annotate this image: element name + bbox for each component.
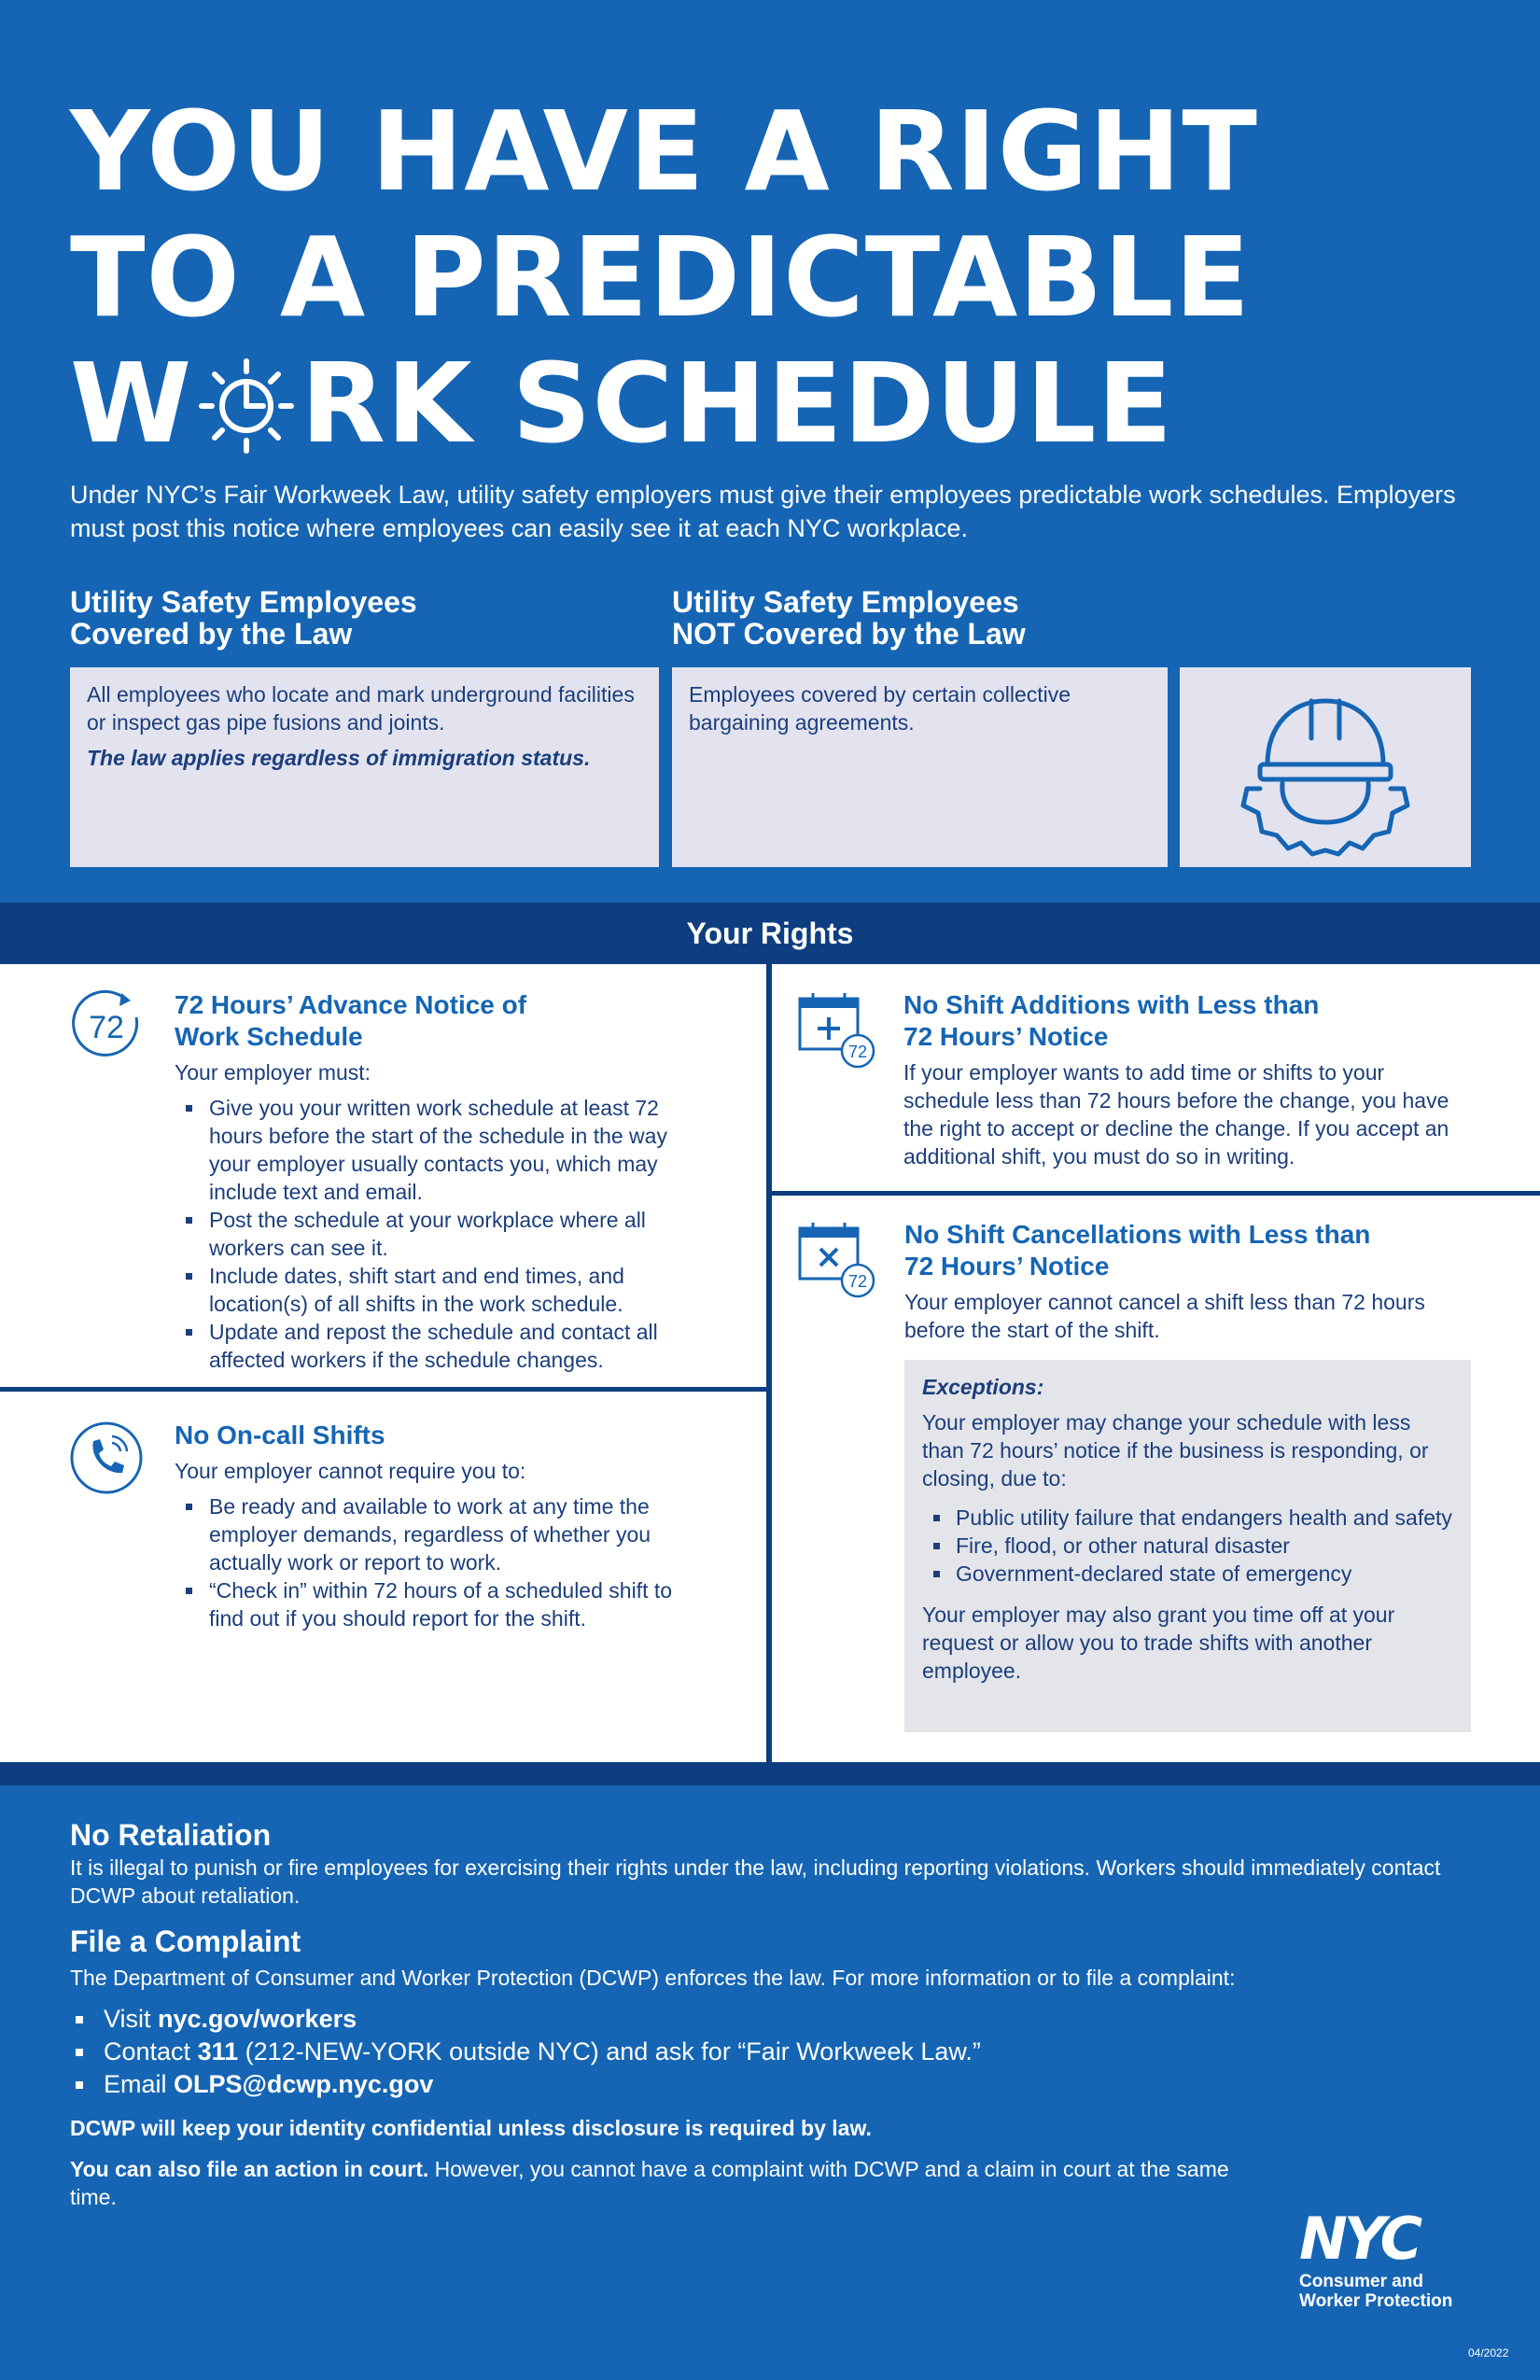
calendar-add-icon [796, 989, 880, 1073]
shift-cancellations-title [904, 1219, 1474, 1282]
nyc-logo-mark: NYC [1299, 2205, 1420, 2273]
shift-additions-section [903, 989, 1473, 1170]
covered-box [70, 667, 659, 867]
your-rights-banner: Your Rights [0, 903, 1540, 964]
72-icon-label: 72 [89, 1010, 124, 1045]
shift-cancellations-text: Your employer cannot cancel a shift less than 72 hours before the start of the shift. [904, 1290, 1425, 1342]
shift-additions-title-1: No Shift Additions with Less than [903, 990, 1320, 1019]
intro-text: Under NYC’s Fair Workweek Law, utility safety employers must give their employees predictable work schedules. Employers must post this notice where employees can easily see it at each NYC workplace. [70, 481, 1456, 542]
hero-line-3-start: W [70, 339, 193, 468]
shift-additions-title [903, 989, 1473, 1053]
not-covered-text: Employees covered by certain collective bargaining agreements. [689, 682, 1071, 735]
list-item: “Check in” within 72 hours of a scheduled shift to find out if you should report for the shift. [175, 1576, 697, 1632]
list-item [70, 2036, 1489, 2068]
confidentiality-note: DCWP will keep your identity confidential unless disclosure is required by law. [70, 2116, 872, 2140]
on-call-list [175, 1492, 697, 1632]
72-hours-clock-icon [69, 989, 144, 1064]
visit-prefix: Visit [104, 2005, 159, 2033]
shift-additions-title-2: 72 Hours’ Notice [903, 1022, 1109, 1051]
additions-icon-label: 72 [847, 1043, 868, 1061]
calendar-cancel-icon [796, 1219, 880, 1303]
exceptions-list [922, 1504, 1453, 1588]
hero-title [70, 89, 1470, 467]
left-divider [0, 1387, 766, 1392]
right-divider [772, 1191, 1540, 1196]
contact-suffix: (212-NEW-YORK outside NYC) and ask for “Fair Workweek Law.” [238, 2037, 981, 2065]
advance-notice-title-1: 72 Hours’ Advance Notice of [175, 990, 527, 1019]
on-call-section [175, 1420, 697, 1632]
hero-line-2: TO A PREDICTABLE [70, 213, 1252, 342]
shift-additions-text: If your employer wants to add time or shifts to your schedule less than 72 hours before the change, you have the right to accept or decline the change. If you accept an additional shift, you must do so in writing. [903, 1060, 1449, 1169]
shift-cancellations-title-2: 72 Hours’ Notice [904, 1252, 1110, 1281]
advance-notice-section [175, 989, 697, 1374]
exceptions-outro: Your employer may also grant you time off at your request or allow you to trade shifts with another employee. [922, 1603, 1395, 1683]
hero-line-3 [70, 341, 1470, 467]
footer-section [70, 1816, 1489, 2211]
email-link[interactable]: OLPS@dcwp.nyc.gov [174, 2070, 434, 2098]
dcwp-name [1299, 2272, 1477, 2311]
list-item: Post the schedule at your workplace where all workers can see it. [175, 1206, 697, 1262]
list-item: Give you your written work schedule at least 72 hours before the start of the schedule in the way your employer usually contacts you, which may include text and email. [175, 1094, 697, 1206]
immigration-status-note: The law applies regardless of immigration status. [87, 746, 591, 770]
covered-text: All employees who locate and mark underground facilities or inspect gas pipe fusions and joints. [87, 682, 635, 735]
list-item: Update and repost the schedule and contact all affected workers if the schedule changes. [175, 1318, 697, 1374]
shift-cancellations-title-1: No Shift Cancellations with Less than [904, 1220, 1371, 1249]
hardhat-worker-icon [1180, 667, 1471, 867]
no-retaliation-title: No Retaliation [70, 1818, 272, 1852]
hero-line-3-end: RK SCHEDULE [301, 339, 1174, 468]
cancellations-icon-label: 72 [847, 1272, 868, 1291]
list-item: Public utility failure that endangers health and safety [922, 1504, 1453, 1532]
workers-website-link[interactable]: nyc.gov/workers [158, 2005, 357, 2033]
list-item [70, 2003, 1489, 2036]
advance-notice-title [175, 989, 697, 1053]
exceptions-title: Exceptions: [922, 1375, 1044, 1399]
advance-notice-title-2: Work Schedule [175, 1022, 363, 1051]
email-prefix: Email [104, 2070, 175, 2098]
not-covered-heading-line-2: NOT Covered by the Law [672, 617, 1026, 651]
dcwp-name-line-1: Consumer and [1299, 2272, 1424, 2291]
covered-heading-line-1: Utility Safety Employees [70, 585, 417, 619]
advance-notice-intro: Your employer must: [175, 1060, 371, 1085]
court-action-rest: However, you cannot have a complaint with DCWP and a claim in court at the same time. [70, 2157, 1229, 2209]
advance-notice-list [175, 1094, 697, 1374]
on-call-intro: Your employer cannot require you to: [175, 1459, 526, 1483]
complaint-options-list [70, 2003, 1489, 2101]
list-item: Fire, flood, or other natural disaster [922, 1532, 1453, 1560]
file-complaint-text: The Department of Consumer and Worker Protection (DCWP) enforces the law. For more information or to file a complaint: [70, 1966, 1236, 1990]
exceptions-box [904, 1360, 1471, 1732]
file-complaint-title: File a Complaint [70, 1925, 301, 1958]
contact-prefix: Contact [104, 2037, 198, 2065]
list-item: Government-declared state of emergency [922, 1560, 1453, 1588]
hero-line-1: YOU HAVE A RIGHT [70, 87, 1258, 216]
exceptions-intro: Your employer may change your schedule with less than 72 hours’ notice if the business is responding, or closing, due to: [922, 1410, 1429, 1491]
no-retaliation-text: It is illegal to punish or fire employees for exercising their rights under the law, including reporting violations. Workers should immediately contact DCWP about retaliation. [70, 1855, 1441, 1908]
shift-cancellations-section [904, 1219, 1474, 1344]
not-covered-heading [672, 586, 1026, 650]
court-action-bold: You can also file an action in court. [70, 2157, 429, 2181]
covered-heading-line-2: Covered by the Law [70, 617, 353, 651]
nyc-dcwp-logo [1299, 2205, 1477, 2311]
phone-call-icon [69, 1421, 144, 1495]
rights-vertical-divider [766, 964, 772, 1762]
date-code: 04/2022 [1468, 2346, 1509, 2359]
list-item: Be ready and available to work at any time the employer demands, regardless of whether you actually work or report to work. [175, 1492, 697, 1576]
list-item: Include dates, shift start and end times, and location(s) of all shifts in the work schedule. [175, 1262, 697, 1318]
court-action-note [70, 2155, 1274, 2211]
not-covered-heading-line-1: Utility Safety Employees [672, 585, 1019, 619]
clock-sun-icon [198, 357, 295, 455]
not-covered-box [672, 667, 1168, 867]
phone-311-link[interactable]: 311 [197, 2037, 239, 2065]
on-call-title: No On-call Shifts [175, 1421, 385, 1449]
worker-icon-box [1180, 667, 1471, 867]
covered-heading [70, 586, 417, 650]
list-item [70, 2068, 1489, 2101]
dcwp-name-line-2: Worker Protection [1299, 2291, 1453, 2311]
rights-bottom-band [0, 1762, 1540, 1785]
